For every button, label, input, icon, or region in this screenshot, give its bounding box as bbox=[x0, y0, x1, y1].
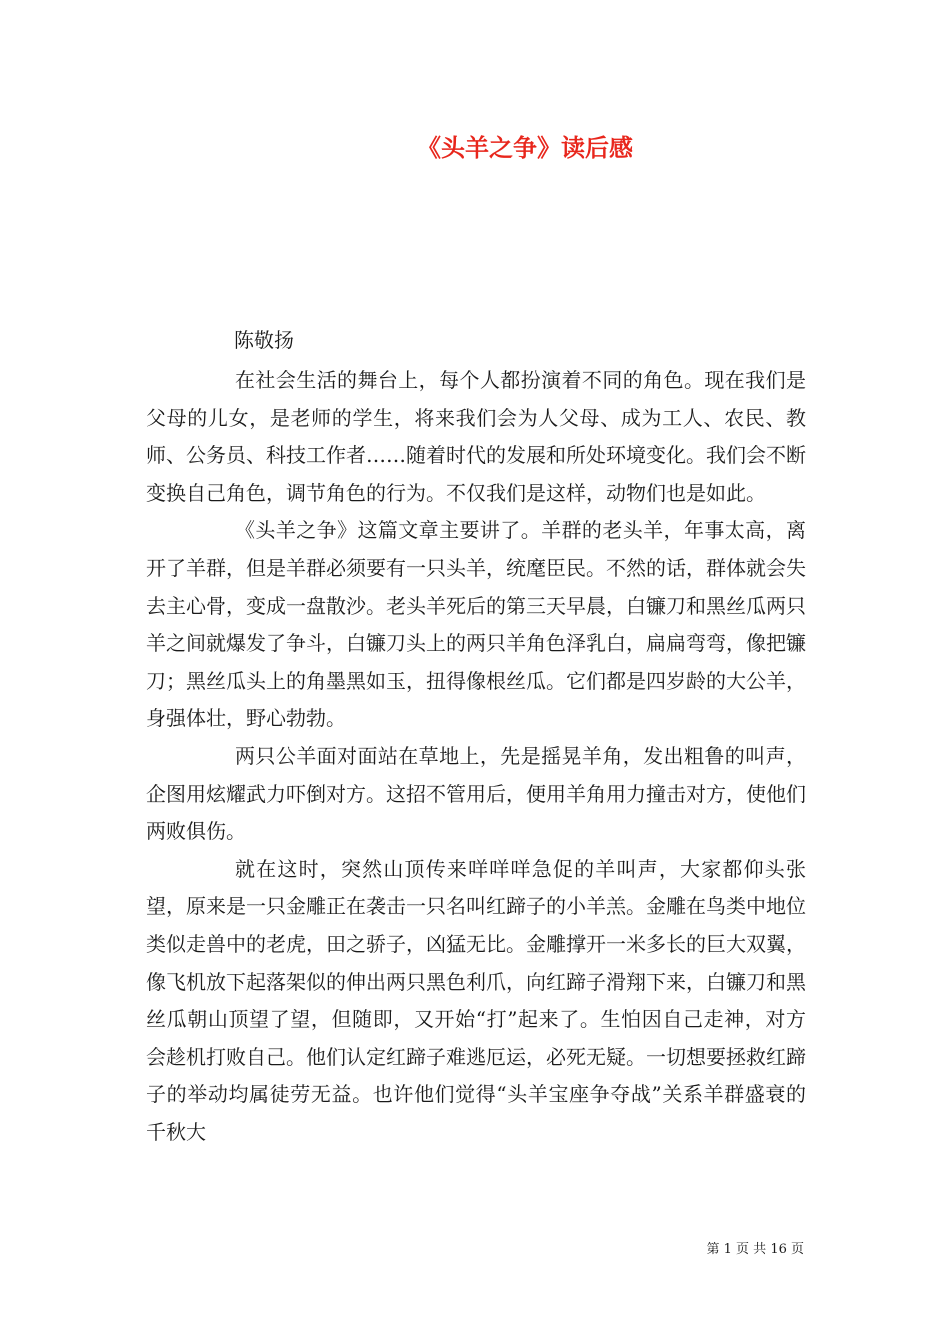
paragraph: 在社会生活的舞台上，每个人都扮演着不同的角色。现在我们是父母的儿女，是老师的学生，将来我们会为人父母、成为工人、农民、教师、公务员、科技工作者……随着时代的发展和所处环境变化。我们会不断变换自己角色，调节角色的行为。不仅我们是这样，动物们也是如此。 bbox=[146, 368, 806, 505]
paragraph: 两只公羊面对面站在草地上，先是摇晃羊角，发出粗鲁的叫声，企图用炫耀武力吓倒对方。这招不管用后，便用羊角用力撞击对方，使他们两败俱伤。 bbox=[146, 743, 806, 844]
author-name: 陈敬扬 bbox=[234, 328, 294, 352]
document-title: 《头羊之争》读后感 bbox=[417, 133, 633, 162]
paragraph: 《头羊之争》这篇文章主要讲了。羊群的老头羊，年事太高，离开了羊群，但是羊群必须要有一只头羊，统麾臣民。不然的话，群体就会失去主心骨，变成一盘散沙。老头羊死后的第三天早晨，白镰刀和黑丝瓜两只羊之间就爆发了争斗，白镰刀头上的两只羊角色泽乳白，扁扁弯弯，像把镰刀；黑丝瓜头上的角墨黑如玉，扭得像根丝瓜。它们都是四岁龄的大公羊，身强体壮，野心勃勃。 bbox=[146, 518, 806, 731]
document-body bbox=[146, 362, 806, 1151]
page-number-footer: 第 1 页 共 16 页 bbox=[706, 1242, 804, 1257]
paragraph: 就在这时，突然山顶传来咩咩咩急促的羊叫声，大家都仰头张望，原来是一只金雕正在袭击一只名叫红蹄子的小羊羔。金雕在鸟类中地位类似走兽中的老虎，田之骄子，凶猛无比。金雕撑开一米多长的巨大双翼，像飞机放下起落架似的伸出两只黑色利爪，向红蹄子滑翔下来，白镰刀和黑丝瓜朝山顶望了望，但随即，又开始“打”起来了。生怕因自己走神，对方会趁机打败自己。他们认定红蹄子难逃厄运，必死无疑。一切想要拯救红蹄子的举动均属徒劳无益。也许他们觉得“头羊宝座争夺战”关系羊群盛衰的千秋大 bbox=[146, 856, 806, 1144]
